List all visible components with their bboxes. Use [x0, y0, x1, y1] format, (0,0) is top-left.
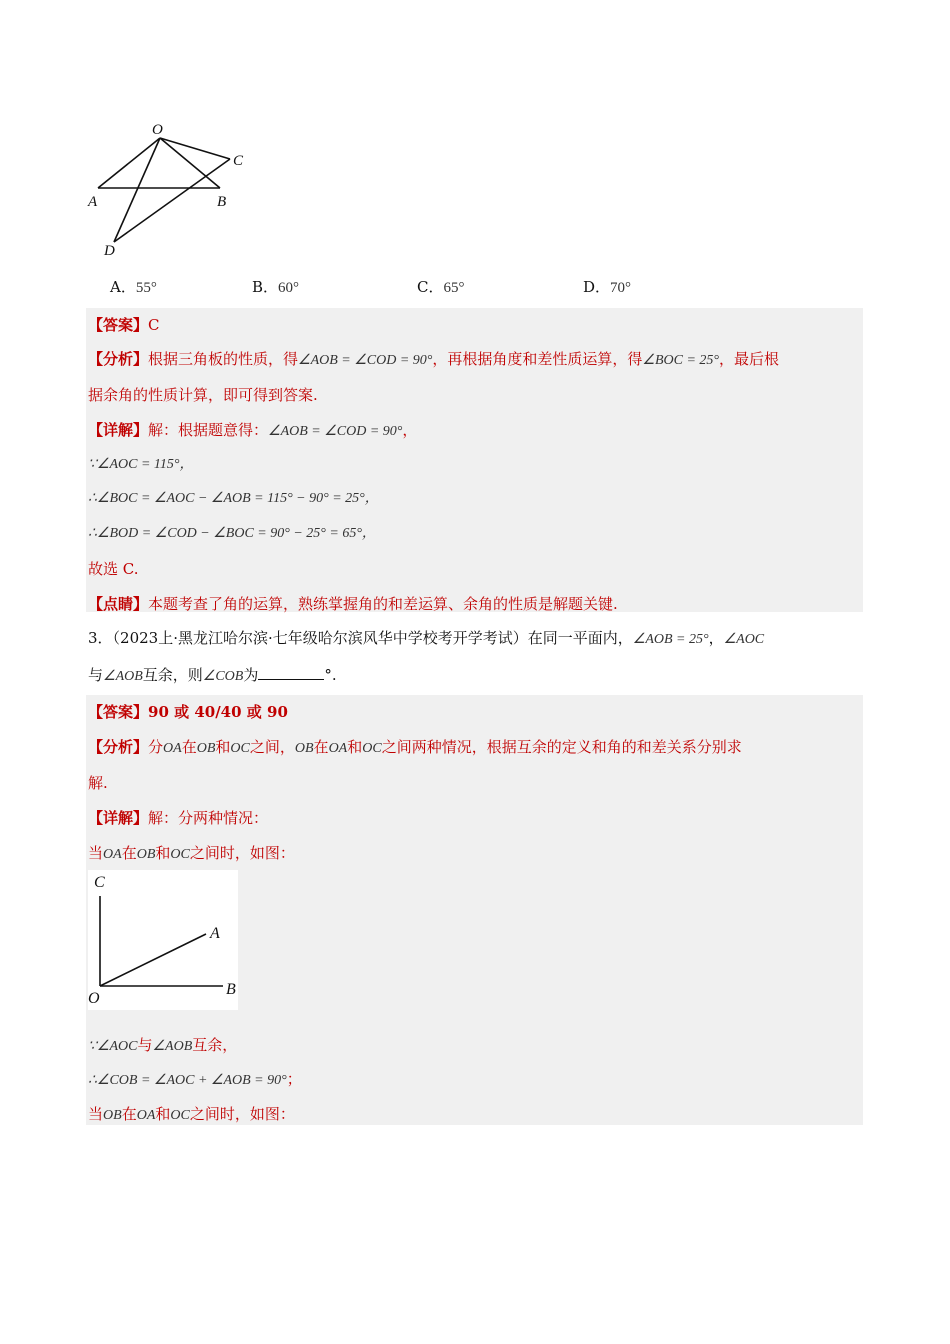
q2-step1: ∵∠AOC = 115°，	[88, 457, 194, 472]
segment-CD	[114, 159, 230, 242]
label-C: C	[94, 874, 105, 891]
label-O: O	[152, 122, 163, 138]
q2-analysis-line2: 据余角的性质计算，即可得到答案.	[88, 386, 318, 404]
q3-case1: 当OA在OB和OC之间时，如图：	[88, 844, 295, 862]
label-D: D	[104, 243, 115, 259]
label-B: B	[226, 981, 236, 998]
option-a[interactable]: A．55°	[110, 278, 157, 296]
segment-OA	[98, 138, 160, 188]
q2-comment: 【点睛】本题考查了角的运算，熟练掌握角的和差运算、余角的性质是解题关键.	[88, 595, 618, 613]
q2-choose: 故选 C.	[88, 560, 139, 578]
q2-detail: 【详解】解：根据题意得：∠AOB = ∠COD = 90°，	[88, 421, 418, 439]
q2-step2: ∴∠BOC = ∠AOC − ∠AOB = 115° − 90° = 25°，	[88, 491, 379, 506]
segment-OB	[160, 138, 220, 188]
label-B: B	[217, 194, 227, 210]
segment-OC	[160, 138, 230, 159]
q2-answer: 【答案】C	[88, 316, 160, 334]
q3-question: 3．（2023上·黑龙江哈尔滨·七年级哈尔滨风华中学校考开学考试）在同一平面内，∠AOB = 25°，∠AOC	[88, 629, 765, 647]
q3-answer: 【答案】90 或 40/40 或 90	[88, 703, 288, 721]
label-C: C	[233, 153, 244, 169]
q3-detail: 【详解】解：分两种情况：	[88, 809, 269, 827]
q3-question-line2: 与∠AOB互余，则∠COB为 °.	[88, 666, 337, 684]
q3-analysis: 【分析】分OA在OB和OC之间，OB在OA和OC之间两种情况，根据互余的定义和角的和差关系分别求	[88, 738, 742, 756]
ray-OA	[100, 934, 206, 986]
answer-blank[interactable]	[258, 665, 324, 680]
q3-analysis-line2: 解.	[88, 774, 108, 792]
angle-figure	[88, 870, 238, 1010]
triangle-figure	[80, 118, 260, 268]
q3-case2: 当OB在OA和OC之间时，如图：	[88, 1105, 295, 1123]
label-A: A	[88, 194, 98, 210]
option-c[interactable]: C．65°	[417, 278, 465, 296]
q3-step1: ∵∠AOC与∠AOB互余，	[88, 1036, 238, 1054]
q3-step2: ∴∠COB = ∠AOC + ∠AOB = 90°；	[88, 1070, 302, 1088]
label-O: O	[88, 990, 100, 1007]
label-A: A	[210, 925, 220, 942]
q2-analysis: 【分析】根据三角板的性质，得∠AOB = ∠COD = 90°，再根据角度和差性质运算，得∠BOC = 25°，最后根	[88, 350, 780, 368]
option-b[interactable]: B．60°	[252, 278, 300, 296]
q2-step3: ∴∠BOD = ∠COD − ∠BOC = 90° − 25° = 65°，	[88, 526, 376, 541]
option-d[interactable]: D．70°	[583, 278, 632, 296]
